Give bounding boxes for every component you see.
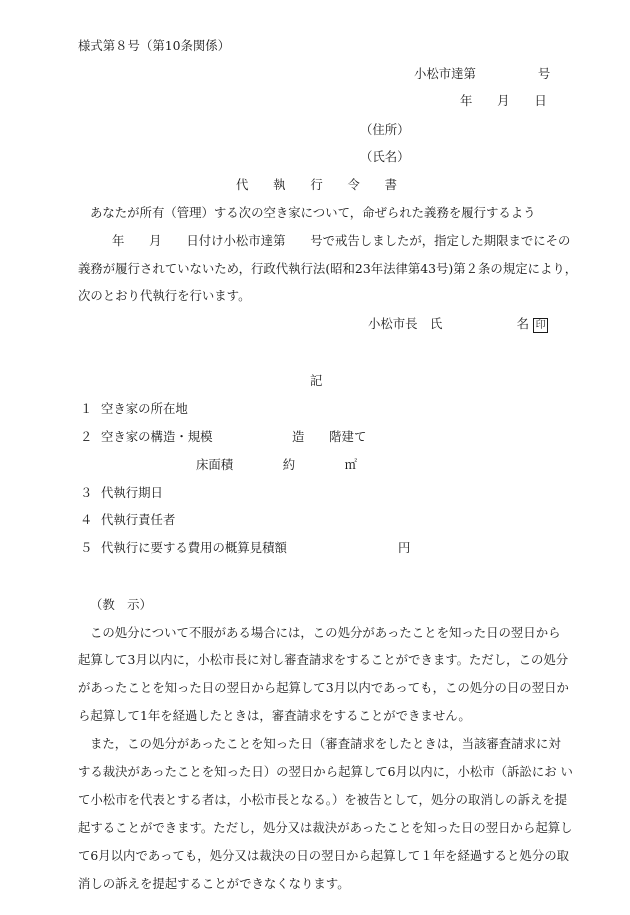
item-value: 造 階建て: [292, 429, 367, 444]
item-number: ３: [80, 485, 93, 500]
item-value: 床面積 約 ㎡: [196, 457, 358, 472]
item-number: ４: [80, 512, 93, 527]
instruction-line: 起することができます。ただし，処分又は裁決があったことを知った日の翌日から起算し: [78, 820, 573, 835]
item-label: 空き家の構造・規模: [101, 429, 213, 444]
body-line-4: 次のとおり代執行を行います。: [78, 288, 251, 303]
signer: 小松市長 氏 名: [368, 316, 530, 331]
instruction-line: ら起算して1年を経過したときは，審査請求をすることができません。: [78, 708, 471, 723]
item-number: ５: [80, 540, 93, 555]
item-value: 円: [398, 540, 411, 555]
document-title: 代 執 行 令 書: [236, 177, 398, 192]
item-label: 代執行期日: [101, 485, 163, 500]
name-label: （氏名）: [360, 149, 410, 164]
item-label: 空き家の所在地: [101, 401, 188, 416]
instruction-line: 起算して3月以内に，小松市長に対し審査請求をすることができます。ただし，この処分: [78, 652, 569, 667]
body-line-1: あなたが所有（管理）する次の空き家について，命ぜられた義務を履行するよう: [90, 205, 536, 220]
form-label: 様式第８号（第10条関係）: [78, 38, 231, 53]
item-label: 代執行に要する費用の概算見積額: [101, 540, 287, 555]
instruction-line: て6月以内であっても，処分又は裁決の日の翌日から起算して１年を経過すると処分の取: [78, 848, 569, 863]
item-number: １: [80, 401, 93, 416]
address-label: （住所）: [360, 122, 410, 137]
instruction-line: があったことを知った日の翌日から起算して3月以内であっても，この処分の日の翌日か: [78, 680, 569, 695]
seal-mark: 印: [533, 318, 548, 333]
instruction-line: 消しの訴えを提起することができなくなります。: [78, 876, 350, 891]
instruction-line: この処分について不服がある場合には，この処分があったことを知った日の翌日から: [90, 625, 561, 640]
instruction-heading: （教 示）: [90, 597, 152, 612]
signer-line: [368, 318, 548, 333]
date-line: 年 月 日: [460, 93, 547, 108]
instruction-line: する裁決があったことを知った日）の翌日から起算して6月以内に，小松市（訴訟にお い: [78, 764, 573, 779]
instruction-line: て小松市を代表とする者は，小松市長となる。）を被告として，処分の取消しの訴えを提: [78, 792, 568, 807]
body-line-3: 義務が履行されていないため，行政代執行法(昭和23年法律第43号)第２条の規定により，: [78, 261, 578, 276]
body-line-2: 年 月 日付け小松市達第 号で戒告しましたが，指定した期限までにその: [112, 233, 571, 248]
document-number: 小松市達第 号: [414, 66, 551, 81]
item-label: 代執行責任者: [101, 512, 176, 527]
ki-heading: 記: [310, 373, 323, 388]
item-number: ２: [80, 429, 93, 444]
instruction-line: また，この処分があったことを知った日（審査請求をしたときは，当該審査請求に対: [90, 736, 561, 751]
